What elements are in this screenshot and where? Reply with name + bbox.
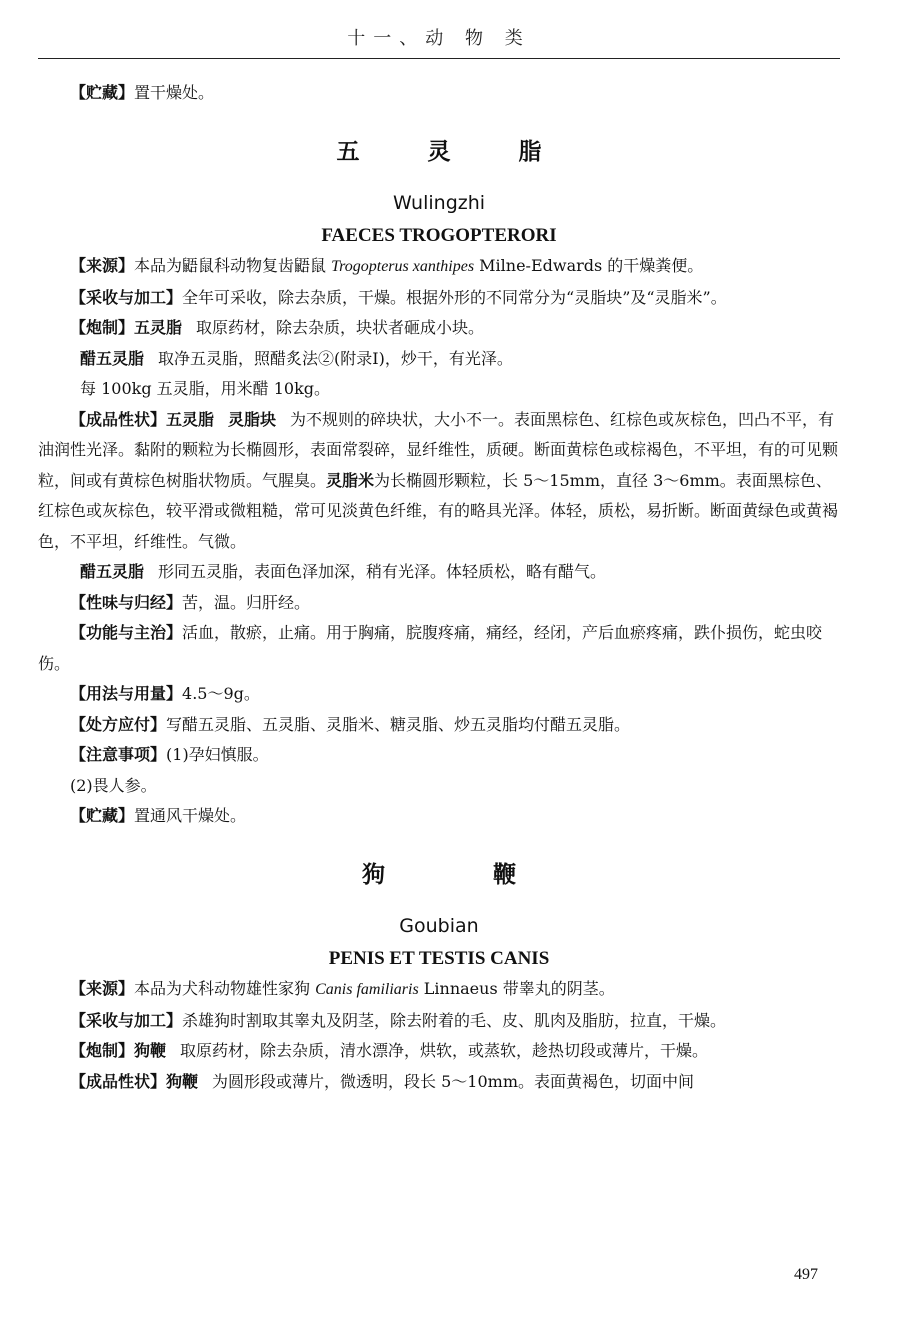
product-label: 【成品性状】 xyxy=(70,409,167,429)
product-block-name: 灵脂块 xyxy=(228,409,277,429)
header-rule xyxy=(38,58,840,59)
processing-label-2: 【炮制】 xyxy=(70,1041,135,1060)
storage-label-2: 【贮藏】 xyxy=(70,806,135,825)
processing-name-2: 狗鞭 xyxy=(134,1041,167,1060)
entry-pinyin-2: Goubian xyxy=(399,915,479,937)
page-body xyxy=(38,78,840,1097)
product-vinegar-entry xyxy=(38,557,840,588)
processing-text: 取原药材，除去杂质，块状者砸成小块。 xyxy=(196,318,485,337)
processing-entry xyxy=(38,313,840,344)
source-entry-2 xyxy=(38,974,840,1006)
harvest-entry-2 xyxy=(38,1006,840,1037)
source-entry xyxy=(38,251,840,283)
caution-entry xyxy=(38,740,840,771)
function-text: 活血，散瘀，止痛。用于胸痛，脘腹疼痛，痛经，经闭，产后血瘀疼痛，跌仆损伤，蛇虫咬伤。 xyxy=(38,623,823,673)
storage-text-2: 置通风干燥处。 xyxy=(134,806,247,825)
taste-label: 【性味与归经】 xyxy=(70,592,183,612)
processing-name: 五灵脂 xyxy=(134,318,183,337)
source-label-2: 【来源】 xyxy=(70,979,135,998)
caution-text-1: (1)孕妇慎服。 xyxy=(166,745,269,764)
running-header: 十一、动 物 类 xyxy=(347,28,531,49)
function-label: 【功能与主治】 xyxy=(70,623,183,642)
entry-pinyin: Wulingzhi xyxy=(392,192,486,214)
harvest-entry xyxy=(38,283,840,314)
storage-label: 【贮藏】 xyxy=(70,83,135,102)
entry-latin-name-2: PENIS ET TESTIS CANIS xyxy=(328,948,550,969)
product-name-2: 狗鞭 xyxy=(166,1071,199,1091)
product-rice-name: 灵脂米 xyxy=(326,470,375,490)
vinegar-name: 醋五灵脂 xyxy=(80,348,145,368)
prescription-entry xyxy=(38,710,840,741)
product-vinegar-name: 醋五灵脂 xyxy=(80,562,145,581)
source-label: 【来源】 xyxy=(70,256,135,275)
species-name: Trogopterus xanthipes xyxy=(331,258,475,275)
vinegar-text: 取净五灵脂，照醋炙法②(附录Ⅰ)，炒干，有光泽。 xyxy=(158,348,513,368)
source-text-2: 本品为犬科动物雄性家狗 xyxy=(134,979,316,998)
harvest-text-2: 杀雄狗时割取其睾丸及阴茎，除去附着的毛、皮、肌肉及脂肪，拉直，干燥。 xyxy=(182,1010,727,1030)
product-vinegar-text: 形同五灵脂，表面色泽加深，稍有光泽。体轻质松，略有醋气。 xyxy=(158,562,607,581)
taste-entry xyxy=(38,588,840,619)
dosage-entry xyxy=(38,679,840,710)
dosage-text: 4.5～9g。 xyxy=(182,684,260,703)
product-rice-text: 为长椭圆形颗粒，长 5～15mm，直径 3～6mm。表面黑棕色、红棕色或灰棕色，较平滑或微粗糙，常可见淡黄色纤维，有的略具光泽。体轻，质松，易折断。断面黄绿色或黄褐色，不平坦，纤维性。气微。 xyxy=(38,470,839,551)
source-text: 本品为鼯鼠科动物复齿鼯鼠 xyxy=(134,256,332,275)
source-text-tail: Milne-Edwards 的干燥粪便。 xyxy=(474,256,704,275)
source-text-tail-2: Linnaeus 带睾丸的阴茎。 xyxy=(418,979,615,998)
taste-text: 苦，温。归肝经。 xyxy=(182,592,311,612)
harvest-text: 全年可采收，除去杂质，干燥。根据外形的不同常分为“灵脂块”及“灵脂米”。 xyxy=(182,287,727,307)
caution-label: 【注意事项】 xyxy=(70,745,167,764)
page-number: 497 xyxy=(794,1266,818,1283)
entry-title: 五 灵 脂 xyxy=(336,138,572,165)
product-text-2: 为圆形段或薄片，微透明，段长 5～10mm。表面黄褐色，切面中间 xyxy=(212,1071,695,1091)
species-name-2: Canis familiaris xyxy=(315,981,419,998)
product-label-2: 【成品性状】 xyxy=(70,1071,167,1091)
vinegar-amount: 每 100kg 五灵脂，用米醋 10kg。 xyxy=(80,379,331,398)
dosage-label: 【用法与用量】 xyxy=(70,684,183,703)
processing-text-2: 取原药材，除去杂质，清水漂净，烘软，或蒸软，趁热切段或薄片，干燥。 xyxy=(180,1041,709,1060)
entry-title-2: 狗 鞭 xyxy=(361,861,566,888)
caution-text-2: (2)畏人参。 xyxy=(70,775,157,795)
processing-entry-2 xyxy=(38,1036,840,1067)
product-name: 五灵脂 xyxy=(166,409,215,429)
product-entry-2 xyxy=(38,1067,840,1098)
function-entry xyxy=(38,618,840,679)
vinegar-processing-entry xyxy=(38,344,840,375)
processing-label: 【炮制】 xyxy=(70,318,135,337)
storage-text: 置干燥处。 xyxy=(134,83,215,102)
harvest-label: 【采收与加工】 xyxy=(70,287,183,307)
product-entry xyxy=(38,405,840,558)
storage-entry xyxy=(38,78,840,109)
entry-latin-name: FAECES TROGOPTERORI xyxy=(321,225,557,246)
product-block-text: 为不规则的碎块状，大小不一。表面黑棕色、红棕色或灰棕色，凹凸不平，有油润性光泽。黏附的颗粒为长椭圆形，表面常裂碎，显纤维性，质硬。断面黄棕色或棕褐色，不平坦，有的可见颗粒，间或有黄棕色树脂状物质。气腥臭。 xyxy=(38,409,839,490)
storage-entry-2 xyxy=(38,801,840,832)
prescription-text: 写醋五灵脂、五灵脂、灵脂米、糖灵脂、炒五灵脂均付醋五灵脂。 xyxy=(166,714,631,734)
prescription-label: 【处方应付】 xyxy=(70,714,167,734)
harvest-label-2: 【采收与加工】 xyxy=(70,1010,183,1030)
